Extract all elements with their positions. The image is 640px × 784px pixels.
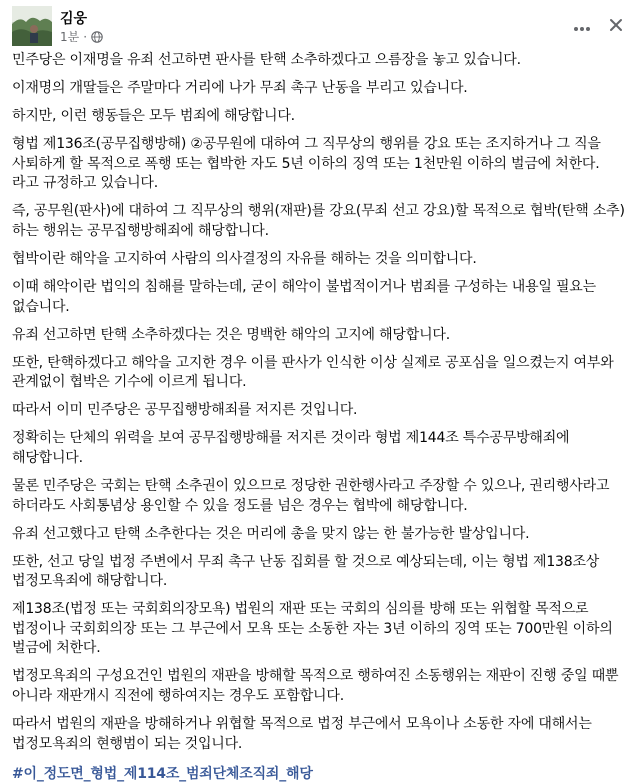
post-body xyxy=(12,51,628,784)
post-meta xyxy=(60,28,103,45)
close-icon xyxy=(609,17,623,36)
post-paragraph: 또한, 선고 당일 법정 주변에서 무죄 촉구 난동 집회를 할 것으로 예상되는데, 이는 형법 제138조상 법정모욕죄에 해당합니다. xyxy=(12,553,600,590)
post-header xyxy=(12,6,628,44)
post-paragraph: 정확히는 단체의 위력을 보여 공무집행방해를 저지른 것이라 형법 제144조 특수공무방해죄에 해당합니다. xyxy=(12,430,570,466)
more-horizontal-icon xyxy=(573,17,591,36)
post-paragraph: 따라서 이미 민주당은 공무집행방해죄를 저지른 것입니다. xyxy=(12,402,358,419)
post-paragraph: 유죄 선고하면 탄핵 소추하겠다는 것은 명백한 해악의 고지에 해당합니다. xyxy=(12,326,450,343)
post-paragraph: 즉, 공무원(판사)에 대하여 그 직무상의 행위(재판)를 강요(무죄 선고 강요)할 목적으로 협박(탄핵 소추)하는 행위는 공무집행방해죄에 해당합니다. xyxy=(12,203,625,239)
post-paragraph: 제138조(법정 또는 국회회의장모욕) 법원의 재판 또는 국회의 심의를 방해 또는 위협할 목적으로 법정이나 국회회의장 또는 그 부근에서 모욕 또는 소동한 자는 3년 이하의 징역 또는 700만원 이하의 벌금에 처한다. xyxy=(12,601,613,657)
post-paragraph: 물론 민주당은 국회는 탄핵 소추권이 있으므로 정당한 권한행사라고 주장할 수 있으나, 권리행사라고 하더라도 사회통념상 용인할 수 있을 정도를 넘은 경우는 협박에 해당합니다. xyxy=(12,478,610,514)
post-time[interactable]: 1분 xyxy=(60,30,80,44)
post-paragraph: 민주당은 이재명을 유죄 선고하면 판사를 탄핵 소추하겠다고 으름장을 놓고 있습니다. xyxy=(12,52,521,68)
globe-icon xyxy=(91,31,103,43)
post-paragraph: 이재명의 개딸들은 주말마다 거리에 나가 무죄 촉구 난동을 부리고 있습니다. xyxy=(12,80,468,97)
post-paragraph: 또한, 탄핵하겠다고 해악을 고지한 경우 이를 판사가 인식한 이상 실제로 공포심을 일으켰는지 여부와 관계없이 협박은 기수에 이르게 됩니다. xyxy=(12,354,614,391)
more-options-button[interactable] xyxy=(568,12,596,40)
post-paragraph: 이때 해악이란 법익의 침해를 말하는데, 굳이 해악이 불법적이거나 범죄를 구성하는 내용일 필요는 없습니다. xyxy=(12,279,596,315)
post-paragraph: 유죄 선고했다고 탄핵 소추한다는 것은 머리에 총을 맞지 않는 한 불가능한 발상입니다. xyxy=(12,525,530,542)
author-avatar[interactable] xyxy=(12,6,52,46)
post-paragraph: 협박이란 해악을 고지하여 사람의 의사결정의 자유를 해하는 것을 의미합니다. xyxy=(12,250,477,267)
meta-separator: · xyxy=(83,29,88,44)
post-paragraph: 형법 제136조(공무집행방해) ②공무원에 대하여 그 직무상의 행위를 강요 또는 조지하거나 그 직을 사퇴하게 할 목적으로 폭행 또는 협박한 자도 5년 이하의 징역 또는 1천만원 이하의 벌금에 처한다. 라고 규정하고 있습니다. xyxy=(12,136,601,192)
close-button[interactable] xyxy=(602,12,630,40)
author-name[interactable]: 김웅 xyxy=(60,11,88,27)
hashtag-link[interactable]: #이_정도면_형법_제114조_범죄단체조직죄_해당 xyxy=(12,765,313,782)
post-paragraph: 하지만, 이런 행동들은 모두 범죄에 해당합니다. xyxy=(12,108,295,125)
post-paragraph: 법정모욕죄의 구성요건인 법원의 재판을 방해할 목적으로 행하여진 소동행위는 재판이 진행 중일 때뿐 아니라 재판개시 직전에 행하여지는 경우도 포함합니다. xyxy=(12,668,619,704)
post-paragraph: 따라서 법원의 재판을 방해하거나 위협할 목적으로 법정 부근에서 모욕이나 소동한 자에 대해서는 법정모욕죄의 현행범이 되는 것입니다. xyxy=(12,716,592,752)
